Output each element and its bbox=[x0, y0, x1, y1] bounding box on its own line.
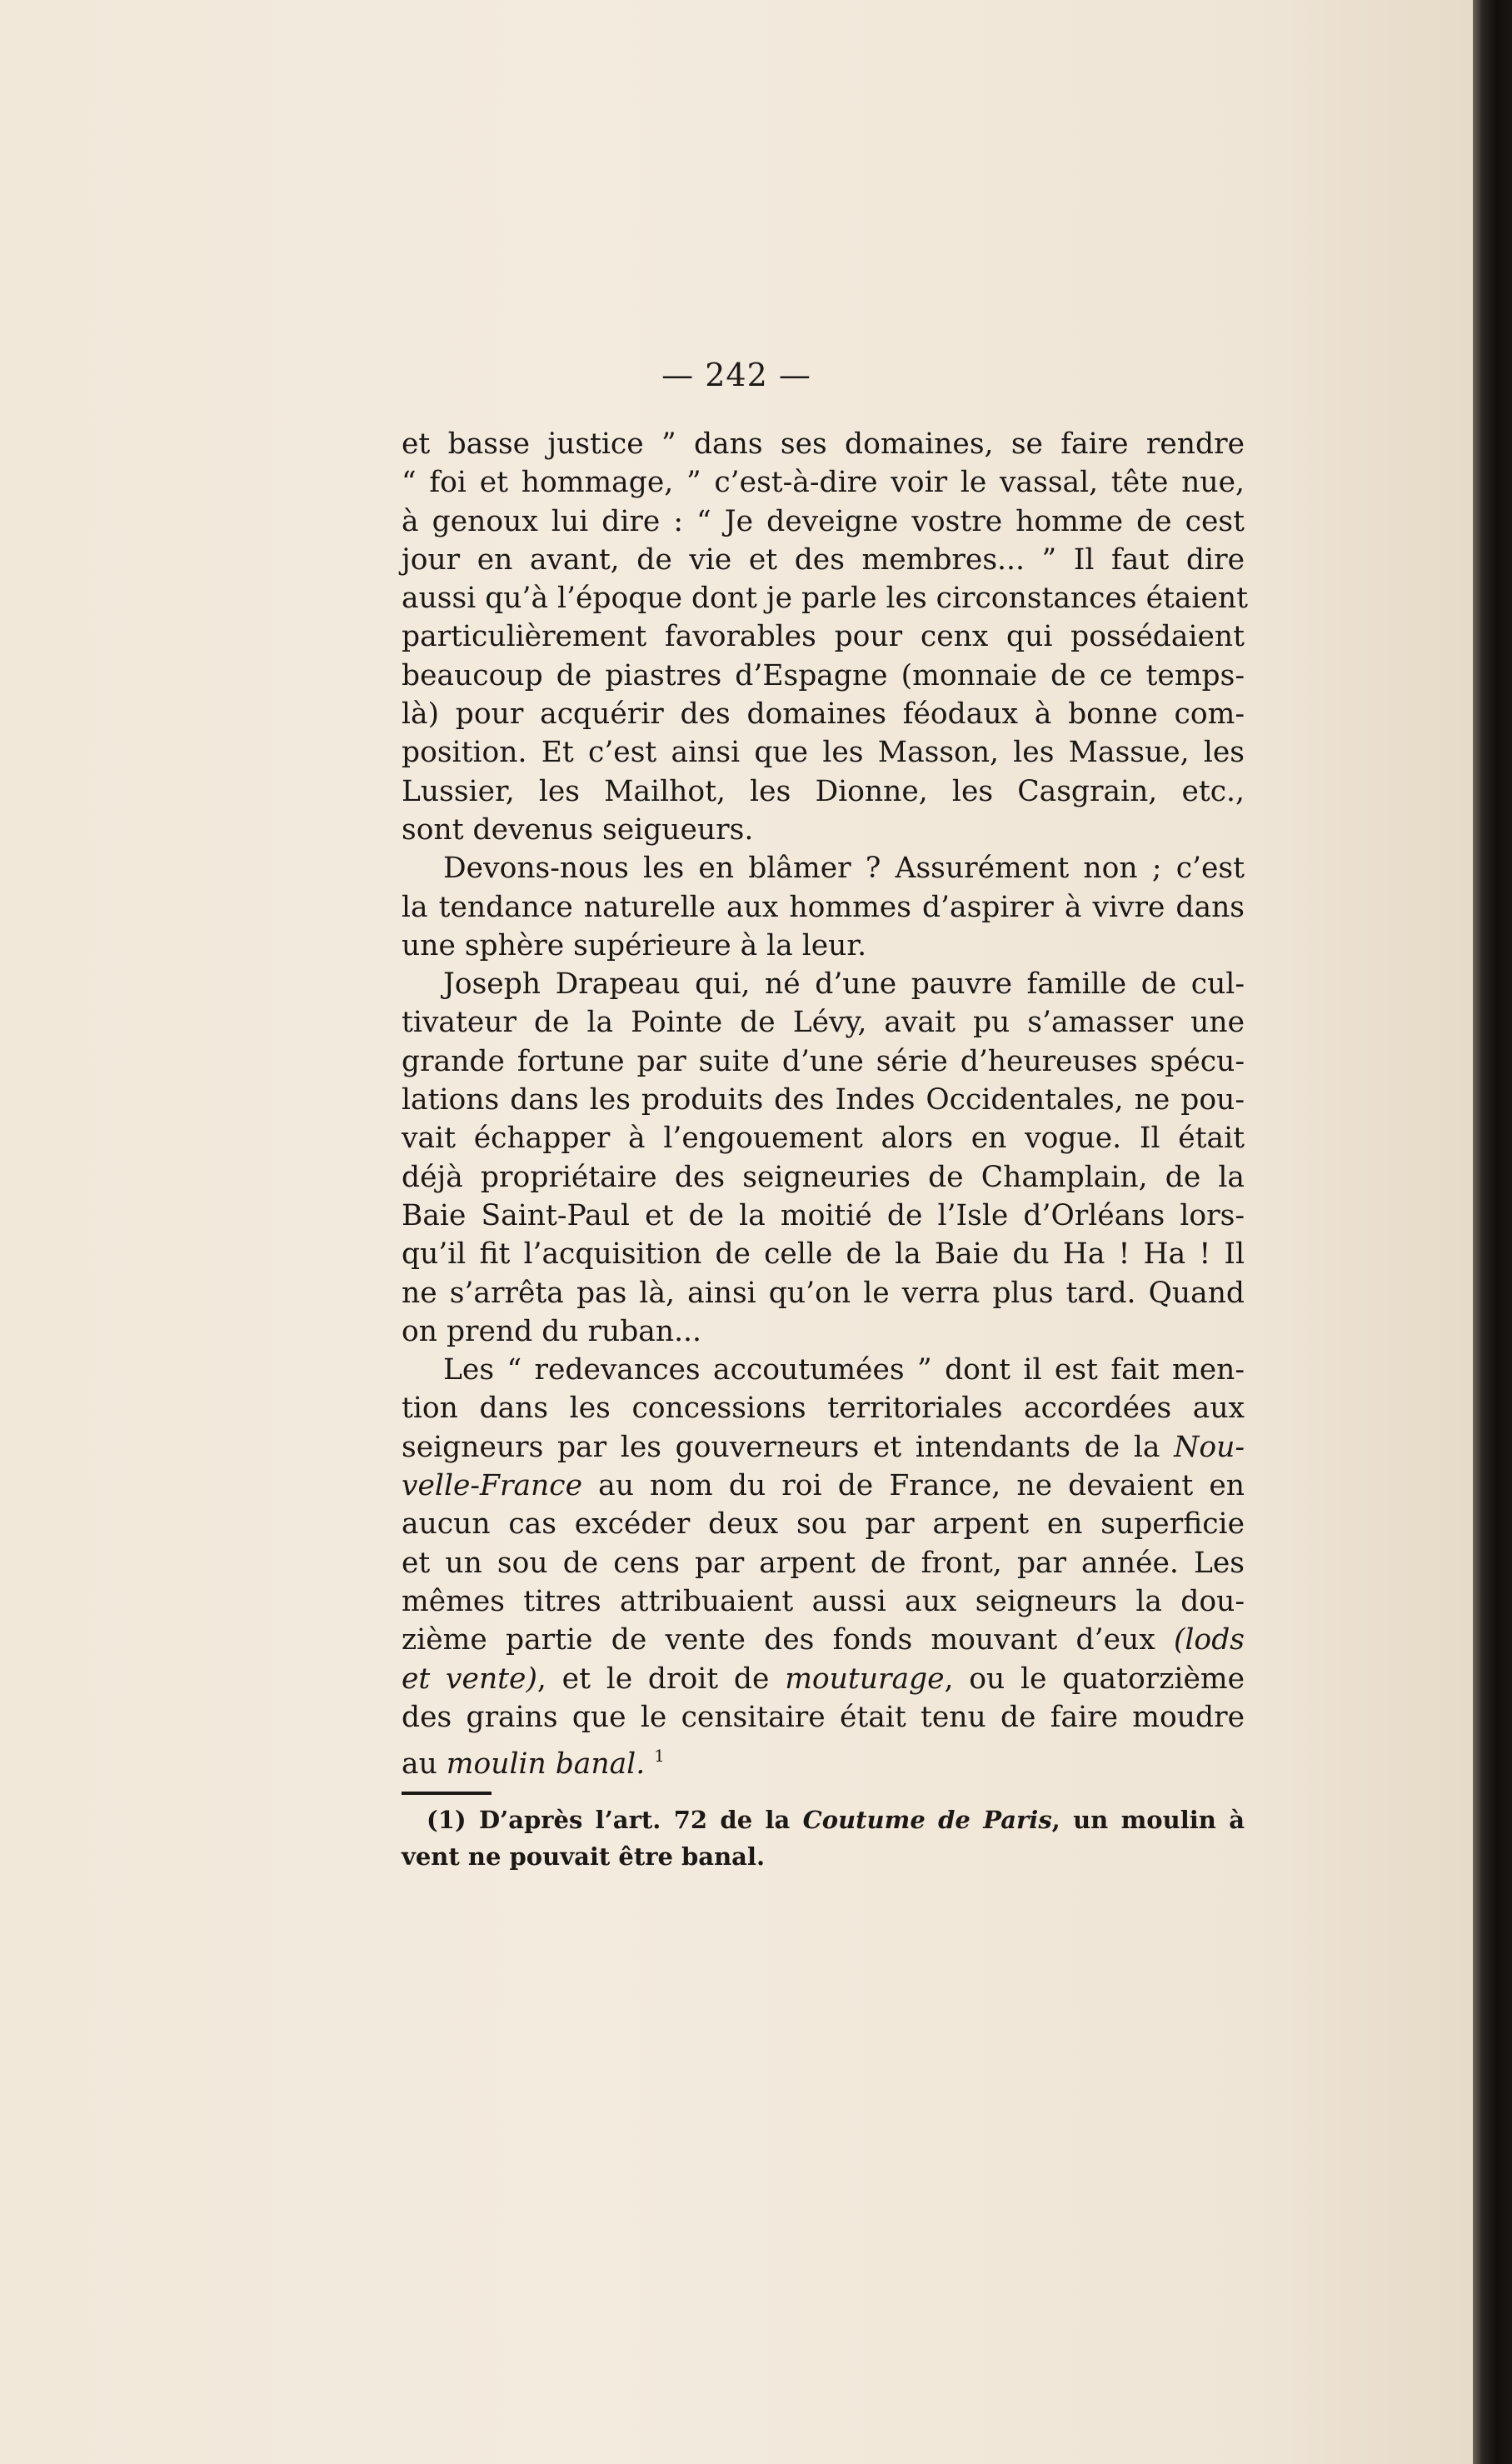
text-line: aucun cas excéder deux sou par arpent en superficie bbox=[402, 1507, 1245, 1542]
text-line: tivateur de la Pointe de Lévy, avait pu s’amasser une bbox=[402, 1006, 1245, 1040]
text-segment: zième partie de vente des fonds mouvant d’eux bbox=[402, 1623, 1174, 1657]
italic-segment: (lods bbox=[1173, 1623, 1245, 1657]
book-spine-edge bbox=[1473, 0, 1512, 2464]
text-line bbox=[402, 1737, 1245, 1782]
text-segment: seigneurs par les gouverneurs et intendants de la bbox=[402, 1430, 1175, 1464]
text-line: Baie Saint-Paul et de la moitié de l’Isle d’Orléans lors- bbox=[402, 1198, 1245, 1232]
text-line: une sphère supérieure à la leur. bbox=[402, 928, 867, 962]
text-line: Lussier, les Mailhot, les Dionne, les Casgrain, etc., bbox=[402, 774, 1245, 808]
text-line bbox=[402, 1467, 1245, 1505]
text-line bbox=[402, 1428, 1245, 1467]
text-line: là) pour acquérir des domaines féodaux à bonne com- bbox=[402, 697, 1245, 732]
italic-segment: et vente) bbox=[402, 1662, 537, 1696]
text-line: déjà propriétaire des seigneuries de Champlain, de la bbox=[402, 1160, 1245, 1194]
text-line: sont devenus seigueurs. bbox=[402, 812, 754, 847]
text-line: tion dans les concessions territoriales accordées aux bbox=[402, 1392, 1245, 1426]
text-line: position. Et c’est ainsi que les Masson, les Massue, les bbox=[402, 736, 1245, 770]
text-line: Devons-nous les en blâmer ? Assurément non ; c’est bbox=[443, 852, 1245, 886]
text-line: vait échapper à l’engouement alors en vogue. Il était bbox=[402, 1122, 1245, 1156]
text-segment: (1) D’après l’art. 72 de la bbox=[427, 1806, 803, 1834]
footnote-line: vent ne pouvait être banal. bbox=[402, 1842, 766, 1871]
italic-segment: Nou- bbox=[1174, 1430, 1245, 1464]
text-line: aussi qu’à l’époque dont je parle les circonstances étaient bbox=[402, 582, 1248, 616]
footnote bbox=[402, 1802, 1245, 1875]
footnote-marker: 1 bbox=[654, 1746, 665, 1767]
body-text bbox=[402, 425, 1248, 1782]
italic-segment: Coutume de Paris bbox=[802, 1806, 1052, 1834]
text-line: la tendance naturelle aux hommes d’aspirer à vivre dans bbox=[402, 890, 1245, 924]
text-segment: , ou le quatorzième bbox=[944, 1662, 1245, 1696]
text-segment: au nom du roi de France, ne devaient en bbox=[582, 1469, 1245, 1503]
text-line: ne s’arrêta pas là, ainsi qu’on le verra plus tard. Quand bbox=[402, 1276, 1245, 1310]
footnote-rule bbox=[402, 1792, 492, 1795]
text-line: particulièrement favorables pour cenx qui possédaient bbox=[402, 620, 1245, 654]
text-line: grande fortune par suite d’une série d’heureuses spécu- bbox=[402, 1044, 1245, 1078]
text-line: et basse justice ” dans ses domaines, se faire rendre bbox=[402, 427, 1245, 461]
italic-segment: mouturage bbox=[785, 1662, 945, 1696]
text-line: “ foi et hommage, ” c’est-à-dire voir le vassal, tête nue, bbox=[402, 466, 1245, 500]
text-line: mêmes titres attribuaient aussi aux seigneurs la dou- bbox=[402, 1584, 1245, 1618]
text-line: des grains que le censitaire était tenu de faire moudre bbox=[402, 1700, 1245, 1734]
text-segment: , un moulin à bbox=[1051, 1806, 1245, 1834]
text-line: et un sou de cens par arpent de front, par année. Les bbox=[402, 1546, 1245, 1580]
text-line: on prend du ruban... bbox=[402, 1314, 701, 1348]
text-line: Joseph Drapeau qui, né d’une pauvre famille de cul- bbox=[443, 967, 1245, 1002]
text-line: à genoux lui dire : “ Je deveigne vostre homme de cest bbox=[402, 504, 1245, 538]
text-segment: , et le droit de bbox=[536, 1662, 786, 1696]
text-line bbox=[402, 1621, 1245, 1659]
footnote-line bbox=[402, 1802, 1245, 1838]
text-line: jour en avant, de vie et des membres... ” Il faut dire bbox=[402, 542, 1245, 577]
text-line: lations dans les produits des Indes Occidentales, ne pou- bbox=[402, 1083, 1245, 1117]
page-number: — 242 — bbox=[661, 357, 811, 393]
italic-segment: moulin banal. bbox=[446, 1747, 646, 1782]
text-segment: au bbox=[402, 1747, 447, 1782]
text-line: qu’il fit l’acquisition de celle de la Baie du Ha ! Ha ! Il bbox=[402, 1237, 1245, 1272]
text-line: Les “ redevances accoutumées ” dont il est fait men- bbox=[443, 1353, 1245, 1387]
text-line: beaucoup de piastres d’Espagne (monnaie de ce temps- bbox=[402, 658, 1245, 692]
text-line bbox=[402, 1660, 1245, 1698]
italic-segment: velle-France bbox=[402, 1469, 583, 1503]
